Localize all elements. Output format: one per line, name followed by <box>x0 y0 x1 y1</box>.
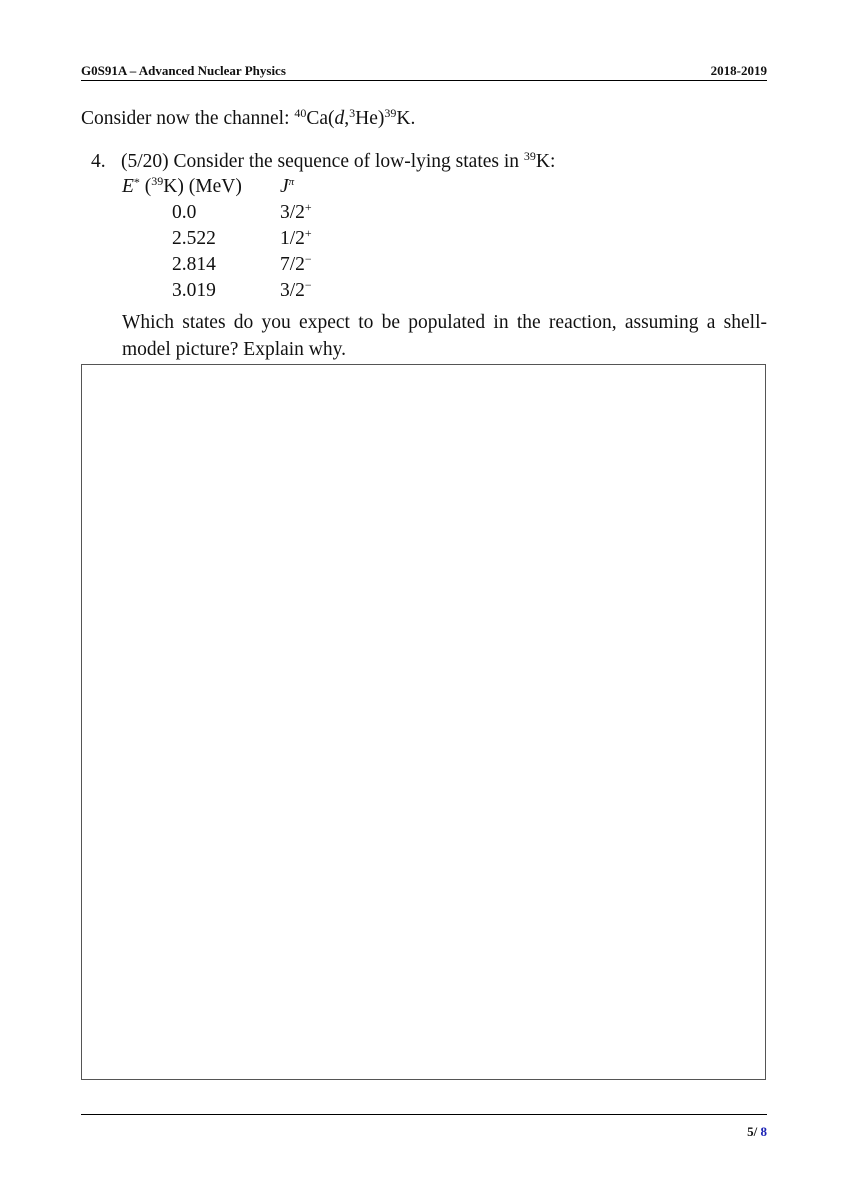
energy-column-header: E* ($^{39}$K) (MeV) <box>122 174 242 197</box>
table-row: 0.0 3/2+ <box>172 200 312 223</box>
table-row: 2.814 7/2− <box>172 252 312 275</box>
question-prompt: Which states do you expect to be populated in the reaction, assuming a shell-model picture? Explain why. <box>122 312 767 360</box>
table-header-row <box>122 174 340 200</box>
page-number: 5/ 8 <box>747 1124 767 1139</box>
question-text: Consider the sequence of low-lying states in <box>173 151 524 172</box>
footer-rule <box>81 1114 767 1115</box>
table-row: 2.522 1/2+ <box>172 226 312 249</box>
question-points: (5/20) <box>121 151 169 172</box>
total-pages-link[interactable]: 8 <box>757 1124 767 1139</box>
question-heading: 4. (5/20) Consider the sequence of low-lying states in $^{39}$K: <box>91 149 556 172</box>
question-number: 4. <box>91 151 106 172</box>
answer-box[interactable] <box>81 364 766 1080</box>
page-header <box>81 61 767 79</box>
header-rule <box>81 80 767 81</box>
table-row: 3.019 3/2− <box>172 278 312 301</box>
states-table <box>122 174 340 304</box>
academic-year: 2018-2019 <box>710 63 767 78</box>
course-title: G0S91A – Advanced Nuclear Physics <box>81 63 286 78</box>
intro-line: Consider now the channel: $^{40}Ca(d,^3He)^{39}K$. <box>81 106 416 129</box>
spin-parity-column-header: $J^\pi$ <box>280 176 295 197</box>
